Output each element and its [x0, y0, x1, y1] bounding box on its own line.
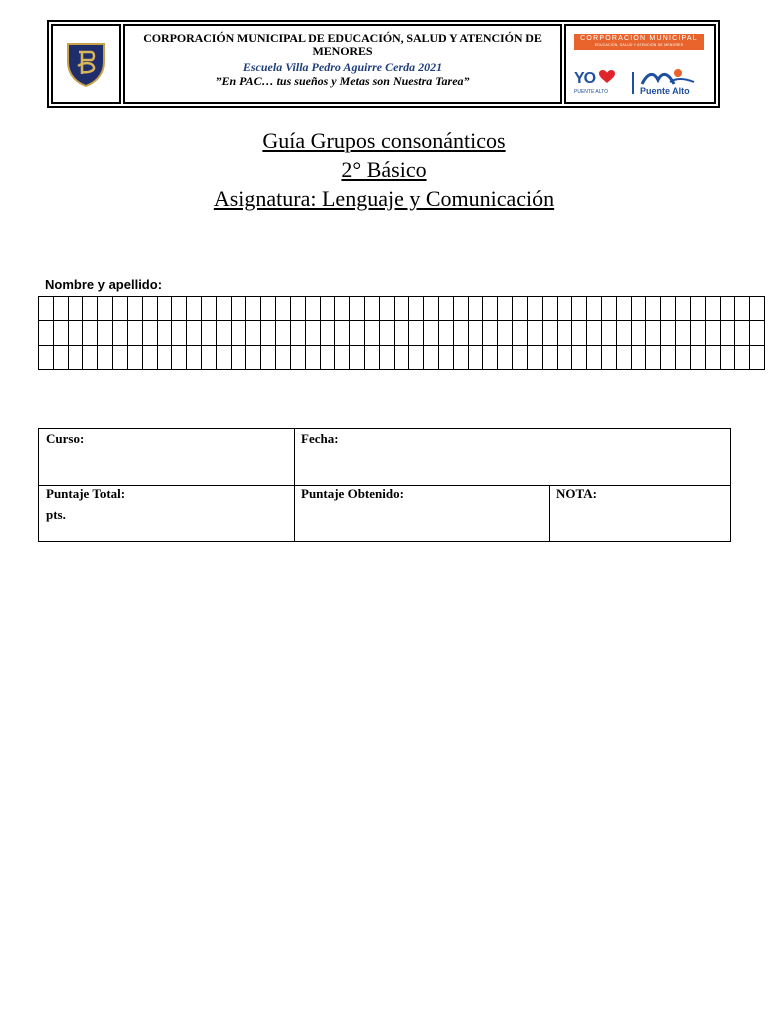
yo-text: YO: [574, 70, 596, 87]
corporation-banner: [574, 34, 704, 50]
name-grid-cell[interactable]: [558, 321, 573, 345]
subject-title: Asignatura: Lenguaje y Comunicación: [213, 186, 555, 211]
name-grid-cell[interactable]: [439, 321, 454, 345]
name-grid-cell[interactable]: [54, 346, 69, 370]
name-grid-cell[interactable]: [395, 321, 410, 345]
name-grid-cell[interactable]: [454, 297, 469, 321]
name-grid-cell[interactable]: [246, 297, 261, 321]
name-grid-cell[interactable]: [617, 321, 632, 345]
guide-title: Guía Grupos consonánticos: [262, 128, 506, 153]
name-grid-cell[interactable]: [365, 346, 380, 370]
name-grid-cell[interactable]: [39, 297, 54, 321]
name-grid-cell[interactable]: [380, 297, 395, 321]
name-grid-cell[interactable]: [217, 321, 232, 345]
name-grid-cell[interactable]: [513, 346, 528, 370]
name-grid-cell[interactable]: [632, 321, 647, 345]
column-divider: [549, 485, 550, 541]
name-grid-cell[interactable]: [483, 321, 498, 345]
name-grid-cell[interactable]: [380, 346, 395, 370]
school-motto: ”En PAC… tus sueños y Metas son Nuestra Tarea”: [215, 74, 470, 88]
name-grid-cell[interactable]: [602, 321, 617, 345]
name-grid-cell[interactable]: [543, 321, 558, 345]
name-grid-cell[interactable]: [128, 346, 143, 370]
name-grid-cell[interactable]: [158, 346, 173, 370]
name-grid-cell[interactable]: [528, 346, 543, 370]
name-grid-cell[interactable]: [721, 346, 736, 370]
name-grid-cell[interactable]: [409, 346, 424, 370]
name-grid-cell[interactable]: [291, 346, 306, 370]
name-grid-cell[interactable]: [572, 297, 587, 321]
city-name: Puente Alto: [640, 86, 690, 96]
name-grid-cell[interactable]: [335, 297, 350, 321]
name-grid-cell[interactable]: [335, 346, 350, 370]
school-name: Escuela Villa Pedro Aguirre Cerda 2021: [242, 60, 443, 74]
name-grid-cell[interactable]: [617, 297, 632, 321]
name-grid-cell[interactable]: [646, 321, 661, 345]
name-grid-cell[interactable]: [232, 297, 247, 321]
name-grid-cell[interactable]: [454, 346, 469, 370]
name-grid-cell[interactable]: [306, 346, 321, 370]
name-grid-cell[interactable]: [380, 321, 395, 345]
name-grid-cell[interactable]: [143, 297, 158, 321]
name-grid-cell[interactable]: [721, 297, 736, 321]
name-grid-cell[interactable]: [750, 297, 765, 321]
municipal-logo-cell: [564, 24, 716, 104]
name-grid-cell[interactable]: [350, 297, 365, 321]
name-grid-cell[interactable]: [424, 321, 439, 345]
yo-logo: [574, 70, 615, 88]
name-grid-cell[interactable]: [483, 297, 498, 321]
name-grid-cell[interactable]: [202, 297, 217, 321]
school-logo-cell: [51, 24, 121, 104]
grade-title: 2° Básico: [341, 157, 427, 182]
name-grid-cell[interactable]: [661, 346, 676, 370]
name-grid-cell[interactable]: [321, 297, 336, 321]
name-grid-cell[interactable]: [661, 297, 676, 321]
name-grid-cell[interactable]: [291, 321, 306, 345]
name-grid-cell[interactable]: [276, 321, 291, 345]
name-grid-cell[interactable]: [691, 321, 706, 345]
name-grid-cell[interactable]: [350, 321, 365, 345]
name-grid-cell[interactable]: [54, 321, 69, 345]
name-grid-cell[interactable]: [202, 346, 217, 370]
name-grid-cell[interactable]: [750, 321, 765, 345]
name-grid-cell[interactable]: [128, 321, 143, 345]
name-grid-cell[interactable]: [469, 321, 484, 345]
name-grid-cell[interactable]: [217, 297, 232, 321]
name-grid-cell[interactable]: [587, 297, 602, 321]
name-grid-cell[interactable]: [646, 297, 661, 321]
name-grid-cell[interactable]: [498, 321, 513, 345]
name-grid-cell[interactable]: [721, 321, 736, 345]
name-grid-cell[interactable]: [113, 321, 128, 345]
name-grid-cell[interactable]: [69, 297, 84, 321]
name-grid-cell[interactable]: [350, 346, 365, 370]
name-grid-cell[interactable]: [587, 321, 602, 345]
name-grid-cell[interactable]: [69, 346, 84, 370]
info-row-2: [39, 485, 730, 541]
name-grid-cell[interactable]: [602, 346, 617, 370]
name-grid-cell[interactable]: [676, 321, 691, 345]
school-crest-icon: [64, 40, 108, 88]
curso-label: Curso:: [46, 431, 85, 446]
column-divider: [294, 429, 295, 485]
name-grid-cell[interactable]: [276, 346, 291, 370]
name-grid-cell[interactable]: [439, 346, 454, 370]
name-label: Nombre y apellido:: [45, 277, 163, 292]
name-grid-cell[interactable]: [158, 297, 173, 321]
name-grid-cell[interactable]: [321, 321, 336, 345]
name-grid-cell[interactable]: [202, 321, 217, 345]
name-grid-cell[interactable]: [483, 346, 498, 370]
info-row-1: [39, 429, 730, 486]
name-grid-cell[interactable]: [143, 346, 158, 370]
name-grid-cell[interactable]: [469, 297, 484, 321]
name-grid-cell[interactable]: [587, 346, 602, 370]
name-grid-cell[interactable]: [691, 346, 706, 370]
name-grid-cell[interactable]: [424, 346, 439, 370]
name-grid-cell[interactable]: [513, 297, 528, 321]
name-writing-grid[interactable]: [38, 296, 765, 370]
name-grid-cell[interactable]: [558, 346, 573, 370]
logo-divider: [632, 72, 634, 94]
name-grid-cell[interactable]: [172, 321, 187, 345]
name-grid-cell[interactable]: [676, 297, 691, 321]
yo-subtitle: PUENTE ALTO: [574, 89, 608, 95]
name-grid-cell[interactable]: [187, 297, 202, 321]
name-grid-cell[interactable]: [395, 346, 410, 370]
name-grid-cell[interactable]: [143, 321, 158, 345]
name-grid-cell[interactable]: [543, 346, 558, 370]
name-grid-cell[interactable]: [232, 346, 247, 370]
name-grid-cell[interactable]: [632, 297, 647, 321]
name-grid-cell[interactable]: [617, 346, 632, 370]
name-grid-cell[interactable]: [513, 321, 528, 345]
name-grid-cell[interactable]: [306, 321, 321, 345]
name-grid-cell[interactable]: [98, 321, 113, 345]
name-grid-cell[interactable]: [409, 297, 424, 321]
corporation-banner-title: CORPORACIÓN MUNICIPAL: [580, 35, 698, 42]
name-grid-cell[interactable]: [83, 297, 98, 321]
info-table: [38, 428, 731, 542]
name-grid-cell[interactable]: [676, 346, 691, 370]
name-grid-cell[interactable]: [321, 346, 336, 370]
puntaje-total-label: Puntaje Total:: [46, 486, 126, 501]
name-grid-cell[interactable]: [632, 346, 647, 370]
name-grid-cell[interactable]: [528, 321, 543, 345]
name-grid-cell[interactable]: [39, 346, 54, 370]
name-grid-cell[interactable]: [365, 297, 380, 321]
name-grid-cell[interactable]: [217, 346, 232, 370]
name-grid-cell[interactable]: [83, 321, 98, 345]
name-grid-cell[interactable]: [276, 297, 291, 321]
name-grid-cell[interactable]: [750, 346, 765, 370]
name-grid-cell[interactable]: [113, 297, 128, 321]
name-grid-cell[interactable]: [306, 297, 321, 321]
name-grid-cell[interactable]: [98, 297, 113, 321]
name-grid-cell[interactable]: [187, 346, 202, 370]
corporation-name: CORPORACIÓN MUNICIPAL DE EDUCACIÓN, SALUD Y ATENCIÓN DE MENORES: [143, 31, 542, 58]
name-grid-cell[interactable]: [395, 297, 410, 321]
name-grid-cell[interactable]: [261, 321, 276, 345]
name-grid-cell[interactable]: [39, 321, 54, 345]
name-grid-cell[interactable]: [691, 297, 706, 321]
name-grid-cell[interactable]: [454, 321, 469, 345]
header-text-cell: [123, 24, 562, 104]
name-grid-cell[interactable]: [232, 321, 247, 345]
name-grid-cell[interactable]: [469, 346, 484, 370]
name-grid-cell[interactable]: [128, 297, 143, 321]
name-grid-cell[interactable]: [558, 297, 573, 321]
school-header: [47, 20, 720, 108]
name-grid-cell[interactable]: [572, 321, 587, 345]
name-grid-cell[interactable]: [261, 297, 276, 321]
name-grid-cell[interactable]: [261, 346, 276, 370]
name-grid-cell[interactable]: [572, 346, 587, 370]
name-grid-cell[interactable]: [439, 297, 454, 321]
name-grid-cell[interactable]: [602, 297, 617, 321]
name-grid-cell[interactable]: [246, 321, 261, 345]
name-grid-cell[interactable]: [365, 321, 380, 345]
name-grid-cell[interactable]: [291, 297, 306, 321]
name-grid-cell[interactable]: [172, 297, 187, 321]
name-grid-cell[interactable]: [246, 346, 261, 370]
name-grid-cell[interactable]: [98, 346, 113, 370]
name-grid-cell[interactable]: [158, 321, 173, 345]
name-grid-cell[interactable]: [172, 346, 187, 370]
name-grid-cell[interactable]: [735, 297, 750, 321]
name-grid-cell[interactable]: [498, 297, 513, 321]
name-grid-cell[interactable]: [735, 346, 750, 370]
name-grid-cell[interactable]: [706, 297, 721, 321]
puntaje-obtenido-label: Puntaje Obtenido:: [301, 486, 404, 501]
pts-label: pts.: [46, 507, 66, 522]
name-grid-cell[interactable]: [69, 321, 84, 345]
name-grid-cell[interactable]: [409, 321, 424, 345]
puente-alto-logo-icon: [640, 66, 696, 86]
name-grid-cell[interactable]: [83, 346, 98, 370]
name-grid-cell[interactable]: [113, 346, 128, 370]
name-grid-cell[interactable]: [187, 321, 202, 345]
name-grid-cell[interactable]: [498, 346, 513, 370]
name-grid-cell[interactable]: [54, 297, 69, 321]
name-grid-cell[interactable]: [706, 321, 721, 345]
nota-label: NOTA:: [556, 486, 597, 501]
name-grid-cell[interactable]: [424, 297, 439, 321]
heart-icon: [599, 70, 615, 84]
name-grid-cell[interactable]: [335, 321, 350, 345]
name-grid-cell[interactable]: [646, 346, 661, 370]
name-grid-cell[interactable]: [706, 346, 721, 370]
name-grid-cell[interactable]: [528, 297, 543, 321]
name-grid-cell[interactable]: [735, 321, 750, 345]
document-title-block: [0, 126, 768, 213]
corporation-banner-subtitle: EDUCACIÓN, SALUD Y ATENCIÓN DE MENORES: [594, 43, 684, 47]
name-grid-cell[interactable]: [661, 321, 676, 345]
fecha-label: Fecha:: [301, 431, 339, 446]
column-divider: [294, 485, 295, 541]
name-grid-cell[interactable]: [543, 297, 558, 321]
